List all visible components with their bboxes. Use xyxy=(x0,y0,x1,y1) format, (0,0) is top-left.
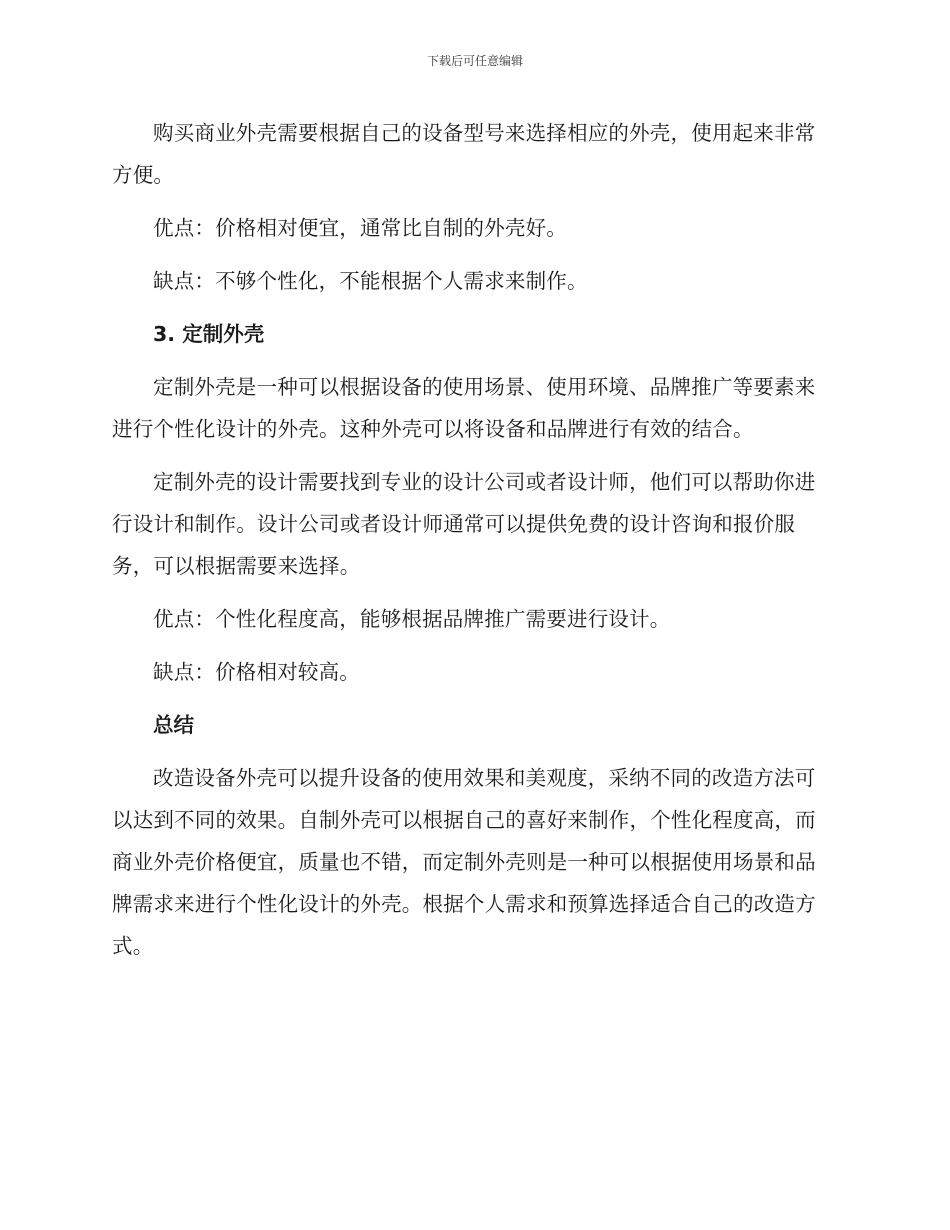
page-header: 下载后可任意编辑 xyxy=(426,54,523,68)
document-body xyxy=(112,112,834,978)
paragraph-custom-cons: 缺点：价格相对较高。 xyxy=(153,660,360,684)
section-heading-custom-case: 3. 定制外壳 xyxy=(153,322,265,346)
paragraph-summary: 改造设备外壳可以提升设备的使用效果和美观度，采纳不同的改造方法可以达到不同的效果。自制外壳可以根据自己的喜好来制作，个性化程度高，而商业外壳价格便宜，质量也不错，而定制外壳则是一种可以根据使用场景和品牌需求来进行个性化设计的外壳。根据个人需求和预算选择适合自己的改造方式。 xyxy=(112,766,816,958)
paragraph-custom-intro: 定制外壳是一种可以根据设备的使用场景、使用环境、品牌推广等要素来进行个性化设计的外壳。这种外壳可以将设备和品牌进行有效的结合。 xyxy=(112,375,816,441)
section-heading-summary: 总结 xyxy=(153,713,194,737)
paragraph-commercial-cons: 缺点：不够个性化，不能根据个人需求来制作。 xyxy=(153,269,588,293)
paragraph-custom-design: 定制外壳的设计需要找到专业的设计公司或者设计师，他们可以帮助你进行设计和制作。设计公司或者设计师通常可以提供免费的设计咨询和报价服务，可以根据需要来选择。 xyxy=(112,470,816,578)
paragraph-custom-pros: 优点：个性化程度高，能够根据品牌推广需要进行设计。 xyxy=(153,607,671,631)
paragraph-commercial-pros: 优点：价格相对便宜，通常比自制的外壳好。 xyxy=(153,216,567,240)
paragraph-commercial-case: 购买商业外壳需要根据自己的设备型号来选择相应的外壳，使用起来非常方便。 xyxy=(112,121,816,187)
